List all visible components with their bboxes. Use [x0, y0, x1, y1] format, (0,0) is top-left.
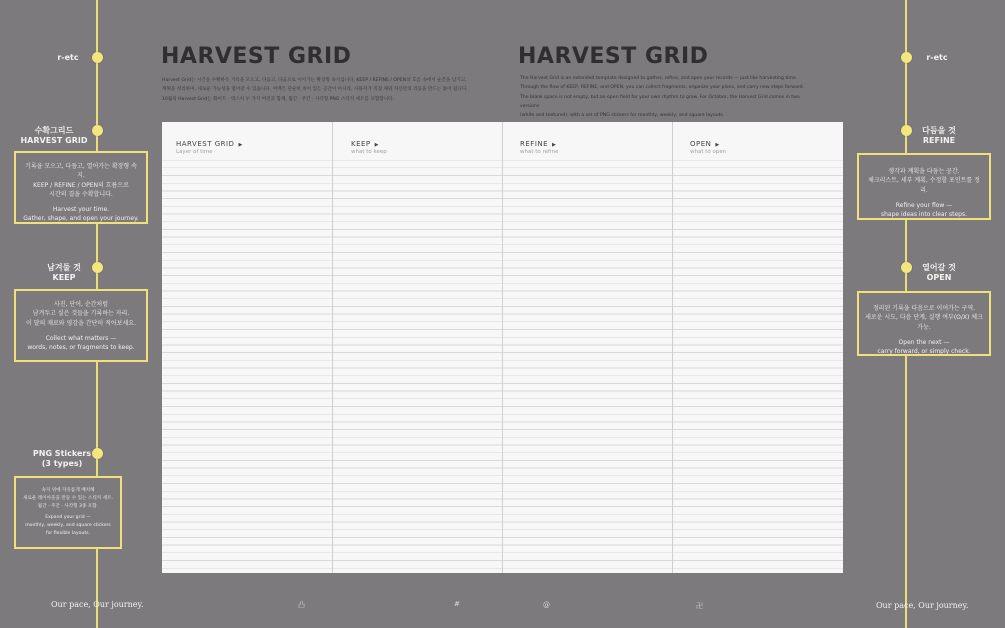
box-text: 시간의 결을 수확합니다. [49, 190, 113, 198]
box-text: Expand your grid — [45, 515, 91, 521]
desc-line: The blank space is not empty, but an open field for your own rhythm to grow. For October, the Harvest Grid comes in two versions [520, 94, 800, 109]
label-ko: PNG Stickers [32, 449, 92, 458]
description-en [520, 74, 820, 120]
box-text: carry forward, or simply check. [877, 348, 971, 356]
box-text: 속지 위에 자유롭게 배치해 [41, 488, 95, 493]
column-title-text: HARVEST GRID [176, 140, 235, 148]
column-title-keep [351, 140, 379, 148]
desc-line: Harvest Grid는 시간을 수확하듯 기록을 모으고, 다듬고, 다음으로 이어가는 확장형 속지입니다. KEEP / REFINE / OPEN의 흐름 속에서 순간을 남기고, [162, 78, 467, 83]
box-text: shape ideas into clear steps. [880, 211, 967, 219]
left-tag: r-etc [57, 53, 79, 62]
column-title-text: OPEN [690, 140, 712, 148]
label-en: HARVEST GRID [20, 136, 88, 145]
column-divider [332, 122, 333, 573]
column-sub: what to open [690, 149, 727, 155]
page-title-en: HARVEST GRID [518, 44, 709, 69]
box-text: 이 달의 재료와 영감을 간단히 적어보세요. [26, 319, 136, 327]
triangle-right-icon: ▶ [374, 142, 380, 148]
triangle-right-icon: ▶ [552, 142, 557, 148]
footer-right-slogan: Our pace, Our journey. [876, 601, 969, 610]
label-en: OPEN [926, 273, 952, 282]
description-ko [162, 76, 492, 104]
box-text: 기록을 모으고, 다듬고, 열어가는 확장형 속지. [25, 163, 137, 180]
box-text: Collect what matters — [45, 334, 117, 342]
triangle-right-icon: ▶ [715, 142, 720, 148]
box-text: Harvest your time. [52, 206, 110, 214]
footer-mark: # [454, 600, 460, 608]
box-text: words, notes, or fragments to keep. [27, 344, 135, 352]
desc-line: 10월의 Harvest Grid는 화이트 · 텍스처 두 가지 버전과 함께, 월간 · 주간 · 사각형 PNG 스티커 세트를 포함합니다. [162, 96, 395, 102]
column-title-text: KEEP [351, 140, 371, 148]
box-text: monthly, weekly, and square stickers [25, 523, 111, 529]
timeline-dot [901, 52, 912, 63]
left-label-harvest [14, 126, 94, 146]
label-ko: 다듬을 것 [922, 126, 956, 135]
grid-sheet [162, 122, 843, 573]
footer-mark: @ [543, 601, 550, 609]
label-ko: 남겨둘 것 [47, 263, 81, 272]
footer-mark: 卍 [696, 602, 703, 610]
column-title-refine [520, 140, 556, 148]
label-en: (3 types) [41, 459, 83, 468]
left-label-stickers [22, 449, 102, 469]
desc-line: The Harvest Grid is an extended template designed to gather, refine, and open your records — just like harvesting time. [520, 76, 798, 81]
page-title-ko: HARVEST GRID [161, 44, 352, 69]
desc-line: 계획을 정리하며, 새로운 가능성을 열어갈 수 있습니다. 여백은 단순히 비어 있는 공간이 아니라, 사용자가 직접 채워 자신만의 리듬을 만드는 틀이 됩니다. [162, 87, 468, 93]
right-label-open [899, 263, 979, 283]
box-text: Refine your flow — [895, 201, 953, 209]
box-text: 월간 · 주간 · 사각형 3종 포함. [37, 503, 99, 509]
footer-left-slogan: Our pace, Our journey. [51, 600, 144, 609]
box-text: 생각과 계획을 다듬는 공간. [888, 168, 960, 175]
column-title-text: REFINE [520, 140, 549, 148]
desc-line: Through the flow of KEEP, REFINE, and OPEN, you can collect fragments, organize your plans, and carry new steps forward. [520, 85, 805, 91]
box-text: Open the next — [898, 338, 950, 346]
column-sub: what to keep [351, 149, 387, 155]
right-tag: r-etc [926, 53, 948, 62]
box-text: KEEP / REFINE / OPEN의 흐름으로 [33, 181, 129, 189]
box-text: 체크리스트, 세부 계획, 수정할 포인트를 정리. [868, 177, 980, 194]
box-text: 사진, 단어, 순간처럼 [54, 301, 108, 308]
column-divider [672, 122, 673, 573]
box-text: 정리된 기록을 다음으로 이어가는 구역. [872, 305, 976, 312]
box-text: 새로운 레이아웃을 만들 수 있는 스티커 세트. [22, 495, 114, 501]
right-label-refine [899, 126, 979, 146]
column-sub: Layer of time [176, 149, 213, 155]
left-box-keep [14, 289, 148, 362]
column-title-harvest [176, 140, 243, 148]
column-title-open [690, 140, 720, 148]
desc-line: (white and textured), with a set of PNG stickers for monthly, weekly, and square layouts. [520, 113, 725, 119]
right-box-open [857, 291, 991, 356]
column-divider [502, 122, 503, 573]
label-ko: 열어갈 것 [922, 263, 956, 272]
right-box-refine [857, 153, 991, 220]
footer-mark: 凸 [298, 601, 305, 609]
label-en: KEEP [52, 273, 76, 282]
box-text: 새로운 시도, 다음 단계, 실행 여부(O/X) 체크 가능. [865, 314, 983, 331]
timeline-dot [92, 52, 103, 63]
box-text: 남겨두고 싶은 것들을 기록하는 자리. [32, 310, 130, 318]
left-box-harvest [14, 151, 148, 224]
box-text: for flexible layouts. [45, 530, 91, 536]
label-ko: 수확그리드 [34, 126, 74, 135]
column-sub: what to refine [520, 149, 559, 155]
box-text: Gather, shape, and open your journey. [23, 215, 139, 223]
left-label-keep [24, 263, 104, 283]
triangle-right-icon: ▶ [238, 142, 243, 148]
left-box-stickers [14, 476, 122, 549]
label-en: REFINE [922, 136, 956, 145]
